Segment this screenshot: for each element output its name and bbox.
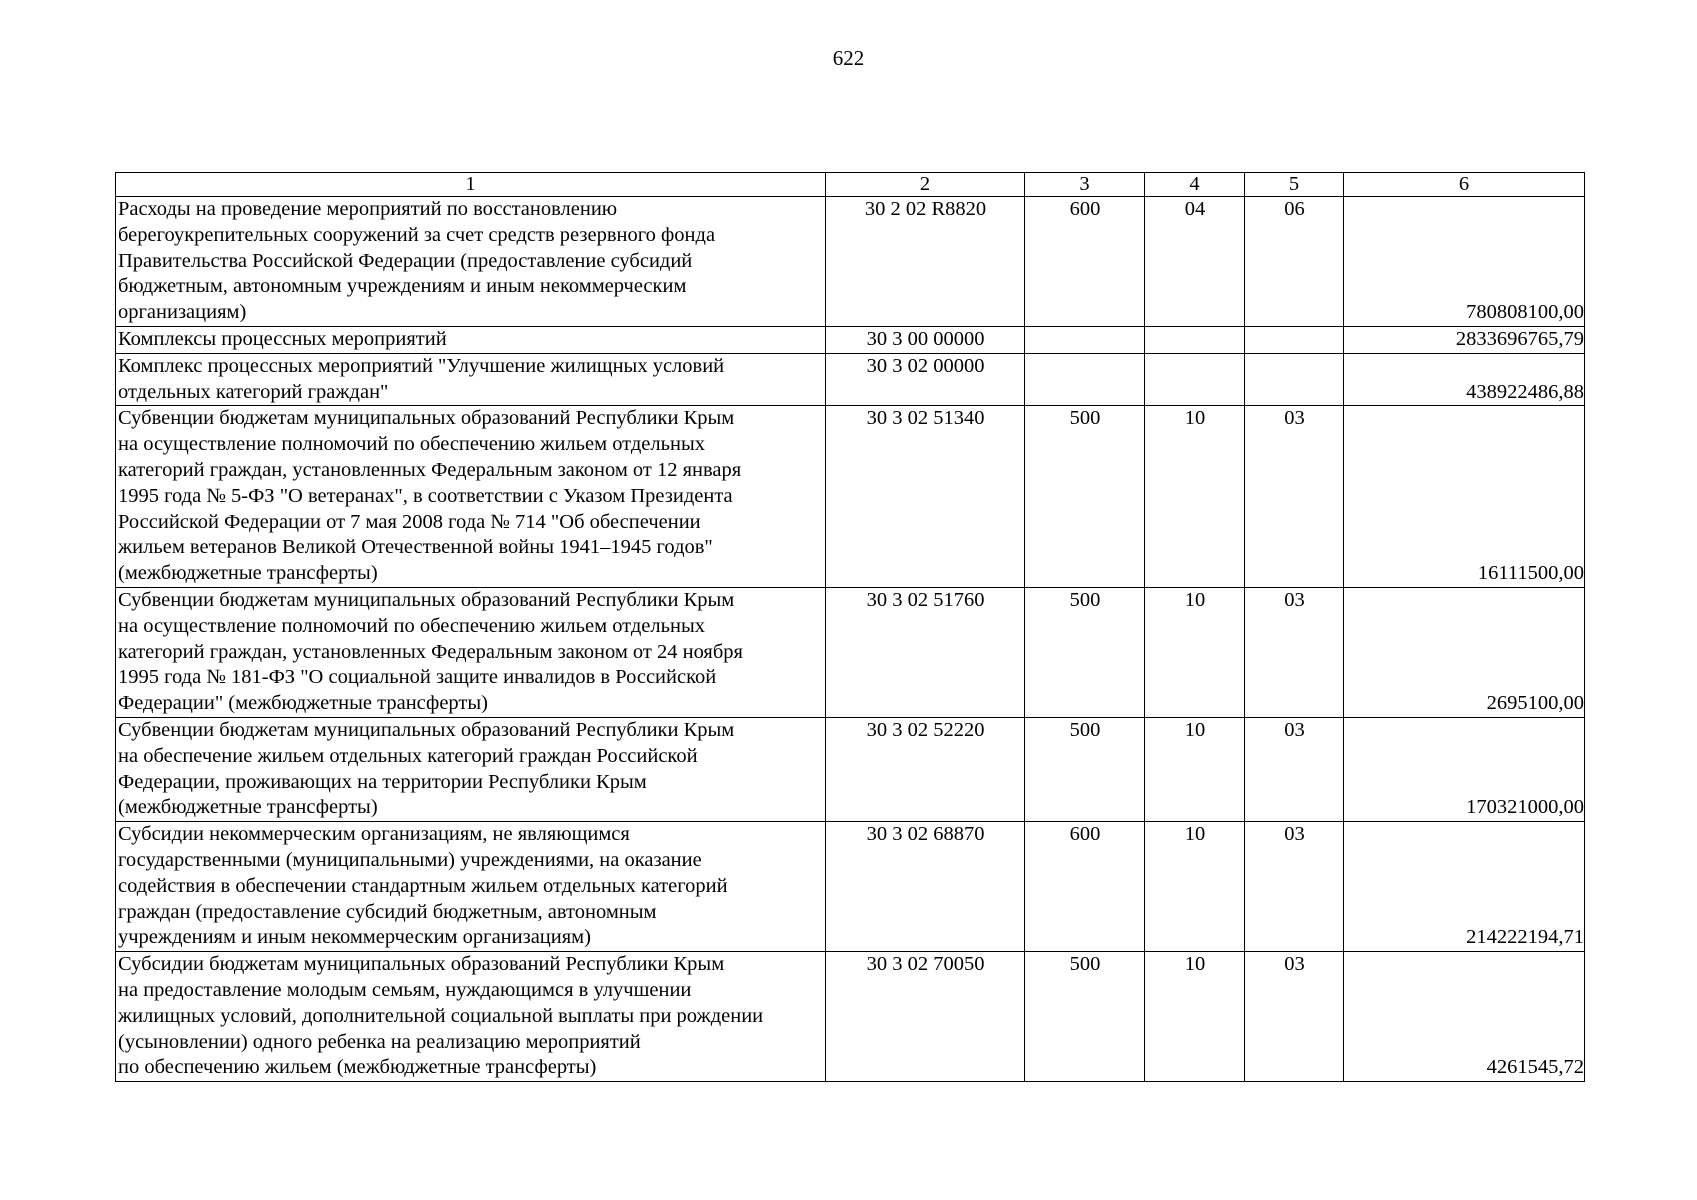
row-subsection: 03 xyxy=(1245,587,1344,717)
row-description: Субсидии бюджетам муниципальных образований Республики Крым на предоставление молодым семьям, нуждающимся в улучшении жилищных условий, дополнительной социальной выплаты при рождении (усыновлении) одного ребенка на реализацию мероприятий по обеспечению жильем (межбюджетные трансферты) xyxy=(116,952,826,1082)
page-number: 622 xyxy=(832,46,865,70)
row-expense-type xyxy=(1025,326,1145,353)
table-header xyxy=(116,173,1585,197)
table-row xyxy=(116,326,1585,353)
header-col-6: 6 xyxy=(1344,173,1585,197)
header-col-4: 4 xyxy=(1145,173,1245,197)
table-row xyxy=(116,717,1585,821)
row-subsection xyxy=(1245,353,1344,406)
row-expense-type: 600 xyxy=(1025,822,1145,952)
row-amount: 4261545,72 xyxy=(1344,952,1585,1082)
row-expense-type: 500 xyxy=(1025,952,1145,1082)
header-col-5: 5 xyxy=(1245,173,1344,197)
row-subsection: 03 xyxy=(1245,952,1344,1082)
table-row xyxy=(116,197,1585,327)
row-description: Расходы на проведение мероприятий по восстановлению берегоукрепительных сооружений за счет средств резервного фонда Правительства Российской Федерации (предоставление субсидий бюджетным, автономным учреждениям и иным некоммерческим организациям) xyxy=(116,197,826,327)
row-subsection xyxy=(1245,326,1344,353)
row-target-code: 30 3 02 51340 xyxy=(826,406,1025,588)
row-amount: 2833696765,79 xyxy=(1344,326,1585,353)
row-description: Субвенции бюджетам муниципальных образований Республики Крым на осуществление полномочий по обеспечению жильем отдельных категорий граждан, установленных Федеральным законом от 12 января 1995 года № 5-ФЗ "О ветеранах", в соответствии с Указом Президента Российской Федерации от 7 мая 2008 года № 714 "Об обеспечении жильем ветеранов Великой Отечественной войны 1941–1945 годов" (межбюджетные трансферты) xyxy=(116,406,826,588)
row-target-code: 30 3 02 00000 xyxy=(826,353,1025,406)
row-description: Субсидии некоммерческим организациям, не являющимся государственными (муниципальными) учреждениями, на оказание содействия в обеспечении стандартным жильем отдельных категорий граждан (предоставление субсидий бюджетным, автономным учреждениям и иным некоммерческим организациям) xyxy=(116,822,826,952)
row-amount: 16111500,00 xyxy=(1344,406,1585,588)
table-body xyxy=(116,197,1585,1082)
row-subsection: 03 xyxy=(1245,406,1344,588)
header-col-1: 1 xyxy=(116,173,826,197)
row-subsection: 03 xyxy=(1245,822,1344,952)
row-section: 10 xyxy=(1145,406,1245,588)
row-amount: 170321000,00 xyxy=(1344,717,1585,821)
row-amount: 438922486,88 xyxy=(1344,353,1585,406)
row-subsection: 03 xyxy=(1245,717,1344,821)
header-row xyxy=(116,173,1585,197)
row-expense-type: 500 xyxy=(1025,587,1145,717)
row-section: 10 xyxy=(1145,717,1245,821)
row-amount: 214222194,71 xyxy=(1344,822,1585,952)
row-expense-type: 500 xyxy=(1025,406,1145,588)
row-description: Комплекс процессных мероприятий "Улучшение жилищных условий отдельных категорий граждан" xyxy=(116,353,826,406)
row-subsection: 06 xyxy=(1245,197,1344,327)
row-section xyxy=(1145,326,1245,353)
table-row xyxy=(116,822,1585,952)
row-target-code: 30 2 02 R8820 xyxy=(826,197,1025,327)
row-section: 04 xyxy=(1145,197,1245,327)
row-expense-type: 600 xyxy=(1025,197,1145,327)
budget-table xyxy=(115,172,1585,1082)
row-target-code: 30 3 02 51760 xyxy=(826,587,1025,717)
row-amount: 780808100,00 xyxy=(1344,197,1585,327)
row-target-code: 30 3 02 52220 xyxy=(826,717,1025,821)
table-row xyxy=(116,952,1585,1082)
header-col-3: 3 xyxy=(1025,173,1145,197)
row-section xyxy=(1145,353,1245,406)
table-row xyxy=(116,353,1585,406)
header-col-2: 2 xyxy=(826,173,1025,197)
row-description: Субвенции бюджетам муниципальных образований Республики Крым на обеспечение жильем отдельных категорий граждан Российской Федерации, проживающих на территории Республики Крым (межбюджетные трансферты) xyxy=(116,717,826,821)
table-row xyxy=(116,587,1585,717)
row-expense-type: 500 xyxy=(1025,717,1145,821)
row-expense-type xyxy=(1025,353,1145,406)
row-section: 10 xyxy=(1145,952,1245,1082)
row-section: 10 xyxy=(1145,822,1245,952)
row-target-code: 30 3 00 00000 xyxy=(826,326,1025,353)
row-target-code: 30 3 02 68870 xyxy=(826,822,1025,952)
row-target-code: 30 3 02 70050 xyxy=(826,952,1025,1082)
row-section: 10 xyxy=(1145,587,1245,717)
table-row xyxy=(116,406,1585,588)
row-description: Комплексы процессных мероприятий xyxy=(116,326,826,353)
row-description: Субвенции бюджетам муниципальных образований Республики Крым на осуществление полномочий по обеспечению жильем отдельных категорий граждан, установленных Федеральным законом от 24 ноября 1995 года № 181-ФЗ "О социальной защите инвалидов в Российской Федерации" (межбюджетные трансферты) xyxy=(116,587,826,717)
row-amount: 2695100,00 xyxy=(1344,587,1585,717)
